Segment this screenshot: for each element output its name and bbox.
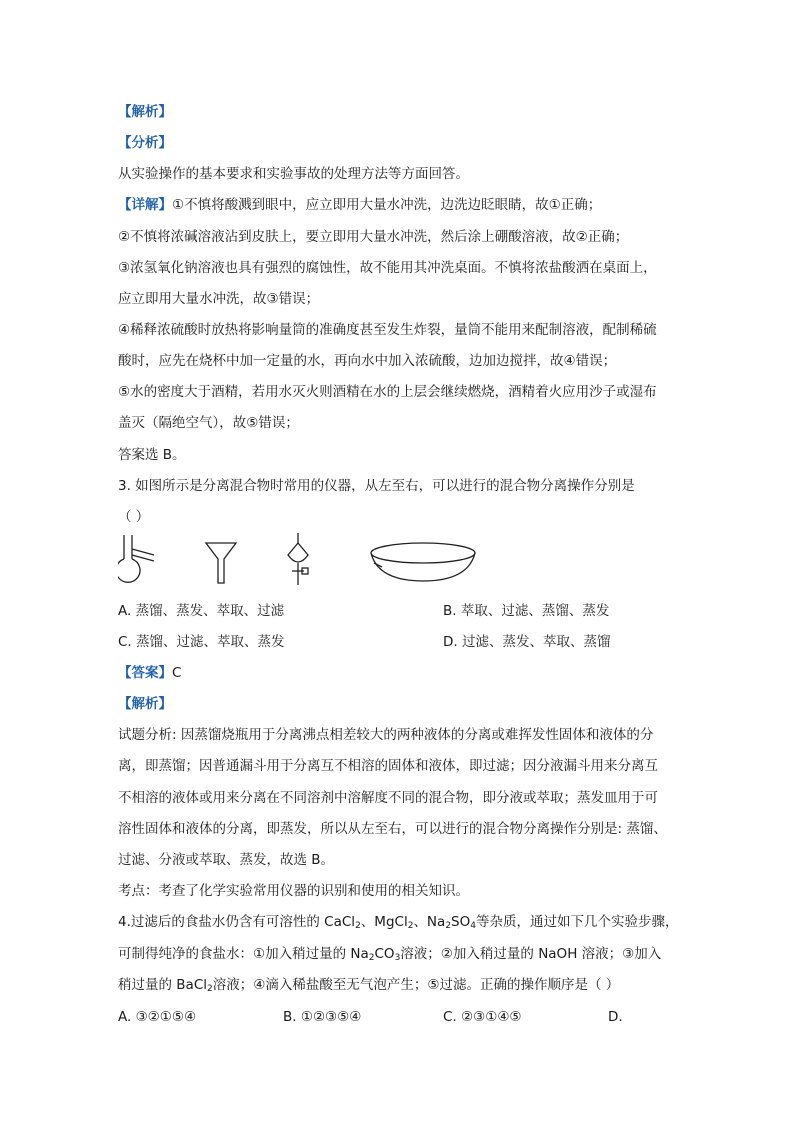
q4-text-1c: 、Na — [413, 914, 446, 930]
detail-text-1: ①不慎将酸溅到眼中，应立即用大量水冲洗，边洗边眨眼睛，故①正确； — [172, 197, 602, 213]
detail-line-8: 盖灭（隔绝空气），故⑤错误； — [118, 415, 299, 431]
lab-apparatus-figure — [118, 533, 478, 593]
q4-option-b: B. ①②③⑤④ — [283, 1009, 362, 1025]
subscript: 4 — [470, 921, 476, 931]
q4-text-1e: 等杂质，通过如下几个实验步骤， — [475, 914, 679, 930]
q4-text-3a: 稍过量的 BaCl — [118, 977, 208, 993]
q3-option-a: A. 蒸馏、蒸发、萃取、过滤 — [118, 603, 285, 619]
q4-stem-line-3 — [118, 976, 678, 994]
evaporating-dish-icon — [371, 543, 475, 581]
q3-stem-line-1: 3. 如图所示是分离混合物时常用的仪器，从左至右，可以进行的混合物分离操作分别是 — [118, 478, 635, 494]
q3-answer — [118, 664, 678, 682]
q3-option-c: C. 蒸馏、过滤、萃取、蒸发 — [118, 634, 285, 650]
q4-text-1b: 、MgCl — [360, 914, 408, 930]
q4-stem-line-2 — [118, 945, 678, 963]
subscript: 2 — [368, 953, 375, 963]
q3-stem-line-2: （ ） — [118, 509, 150, 525]
q4-stem-line-1 — [118, 913, 678, 931]
detail-line-3: ③浓氢氧化钠溶液也具有强烈的腐蚀性，故不能用其冲洗桌面。不慎将浓盐酸洒在桌面上， — [118, 260, 657, 276]
funnel-icon — [206, 543, 236, 583]
subscript: 3 — [394, 953, 401, 963]
distillation-flask-icon — [118, 535, 154, 582]
q3-analysis-heading: 【解析】 — [118, 696, 172, 712]
detail-line-7: ⑤水的密度大于酒精，若用水灭火则酒精在水的上层会继续燃烧，酒精着火应用沙子或湿布 — [118, 384, 657, 400]
analysis-heading: 【解析】 — [118, 104, 172, 120]
q4-option-c: C. ②③①④⑤ — [443, 1009, 522, 1025]
q3-explanation-line-5: 过滤、分液或萃取、蒸发，故选 B。 — [118, 852, 335, 868]
q3-explanation-line-1: 试题分析: 因蒸馏烧瓶用于分离沸点相差较大的两种液体的分离或难挥发性固体和液体的分 — [118, 727, 654, 743]
q3-answer-value: C — [172, 665, 182, 681]
separatory-funnel-icon — [288, 533, 308, 585]
detail-line-4: 应立即用大量水冲洗，故③错误； — [118, 291, 320, 307]
q3-answer-heading: 【答案】 — [118, 665, 172, 681]
detail-line-2: ②不慎将浓碱溶液沾到皮肤上，要立即用大量水冲洗，然后涂上硼酸溶液，故②正确； — [118, 229, 629, 245]
detail-line-6: 酸时，应先在烧杯中加一定量的水，再向水中加入浓硫酸，边加边搅拌，故④错误； — [118, 353, 617, 369]
q4-option-d: D. — [608, 1009, 623, 1025]
q3-kaodian: 考点：考查了化学实验常用仪器的识别和使用的相关知识。 — [118, 883, 469, 899]
q4-text-1a: 4.过滤后的食盐水仍含有可溶性的 CaCl — [118, 914, 356, 930]
q4-text-2a: 可制得纯净的食盐水：①加入稍过量的 Na — [118, 946, 369, 962]
q3-explanation-line-2: 离，即蒸馏；因普通漏斗用于分离互不相溶的固体和液体，即过滤；因分液漏斗用来分离互 — [118, 758, 658, 774]
fenxi-heading: 【分析】 — [118, 135, 172, 151]
q3-option-b: B. 萃取、过滤、蒸馏、蒸发 — [443, 603, 610, 619]
subscript: 2 — [355, 921, 361, 931]
q4-text-3b: 溶液；④滴入稀盐酸至无气泡产生；⑤过滤。正确的操作顺序是（ ） — [212, 977, 620, 993]
subscript: 2 — [207, 984, 213, 994]
q4-text-1d: SO — [451, 914, 471, 930]
q3-explanation-line-3: 不相溶的液体或用来分离在不同溶剂中溶解度不同的混合物，即分液或萃取；蒸发皿用于可 — [118, 790, 658, 806]
q4-option-a: A. ③②①⑤④ — [118, 1009, 197, 1025]
q3-option-d: D. 过滤、蒸发、萃取、蒸馏 — [443, 634, 611, 650]
detail-heading: 【详解】 — [118, 197, 172, 213]
fenxi-text: 从实验操作的基本要求和实验事故的处理方法等方面回答。 — [118, 166, 469, 182]
answer-choice: 答案选 B。 — [118, 447, 186, 463]
q4-text-2c: 溶液；②加入稍过量的 NaOH 溶液；③加入 — [400, 946, 662, 962]
q4-text-2b: CO — [374, 946, 395, 962]
detail-line-1 — [118, 196, 678, 214]
q3-explanation-line-4: 溶性固体和液体的分离，即蒸发，所以从左至右，可以进行的混合物分离操作分别是: 蒸馏、 — [118, 821, 667, 837]
detail-line-5: ④稀释浓硫酸时放热将影响量筒的准确度甚至发生炸裂，量筒不能用来配制溶液，配制稀硫 — [118, 322, 657, 338]
subscript: 2 — [407, 921, 414, 931]
subscript: 2 — [445, 921, 452, 931]
